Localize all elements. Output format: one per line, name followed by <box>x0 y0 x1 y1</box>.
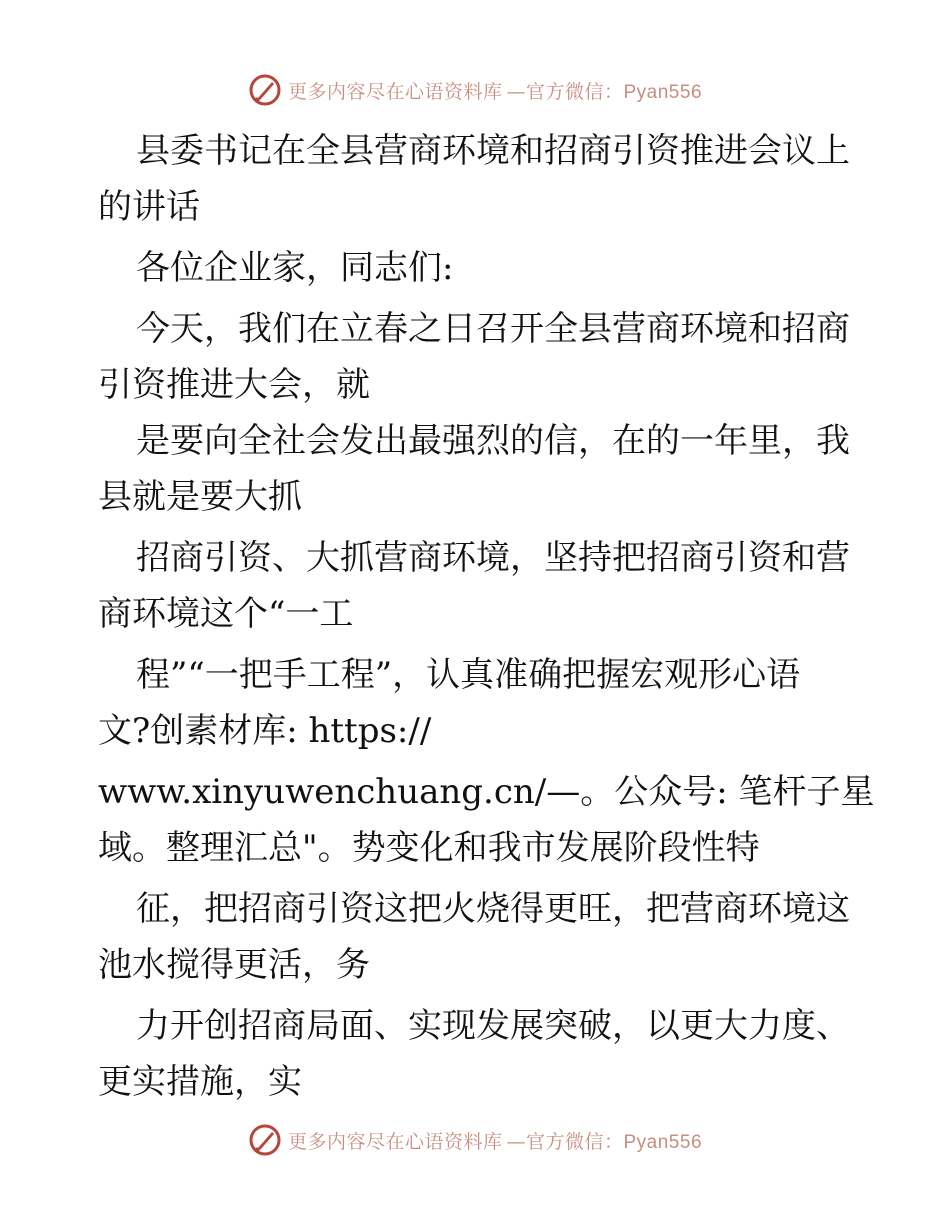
pen-logo-icon <box>248 73 282 107</box>
text-line: 县委书记在全县营商环境和招商引资推进会议上 <box>136 131 850 171</box>
text-line: 引资推进大会，就 <box>98 365 370 405</box>
footer-dash: — <box>506 1130 526 1153</box>
text-line: 各位企业家，同志们: <box>136 248 454 288</box>
footer-wechat-id: Pyan556 <box>623 1131 703 1153</box>
text-line: 今天，我们在立春之日召开全县营商环境和招商 <box>136 309 850 349</box>
footer-site-name: 更多内容尽在心语资料库 <box>287 1130 503 1153</box>
text-line: 是要向全社会发出最强烈的信，在的一年里，我 <box>136 421 850 461</box>
footer-banner <box>0 1120 950 1160</box>
footer-wechat-label: 官方微信： <box>525 1130 624 1153</box>
text-line: 更实措施，实 <box>98 1062 302 1102</box>
text-line: 县就是要大抓 <box>98 477 302 517</box>
text-line: 商环境这个“一工 <box>98 594 354 634</box>
text-line: 域。整理汇总"。势变化和我市发展阶段性特 <box>98 828 760 868</box>
header-wechat-id: Pyan556 <box>623 81 703 103</box>
text-line: 招商引资、大抓营商环境，坚持把招商引资和营 <box>136 538 850 578</box>
header-text <box>288 77 702 104</box>
text-line: 池水搅得更活，务 <box>98 945 370 985</box>
footer-text <box>288 1127 702 1154</box>
text-line: 力开创招商局面、实现发展突破，以更大力度、 <box>136 1006 850 1046</box>
header-site-name: 更多内容尽在心语资料库 <box>287 80 503 103</box>
header-dash: — <box>506 80 526 103</box>
header-wechat-label: 官方微信： <box>525 80 624 103</box>
text-line: www.xinyuwenchuang.cn/—。公众号: 笔杆子星 <box>98 772 875 812</box>
header-banner <box>0 70 950 110</box>
text-line: 文?创素材库: https:// <box>98 711 432 751</box>
text-line: 征，把招商引资这把火烧得更旺，把营商环境这 <box>136 889 850 929</box>
text-line: 的讲话 <box>98 187 200 227</box>
text-line: 程”“一把手工程”，认真准确把握宏观形心语 <box>136 655 801 695</box>
pen-logo-icon <box>248 1123 282 1157</box>
